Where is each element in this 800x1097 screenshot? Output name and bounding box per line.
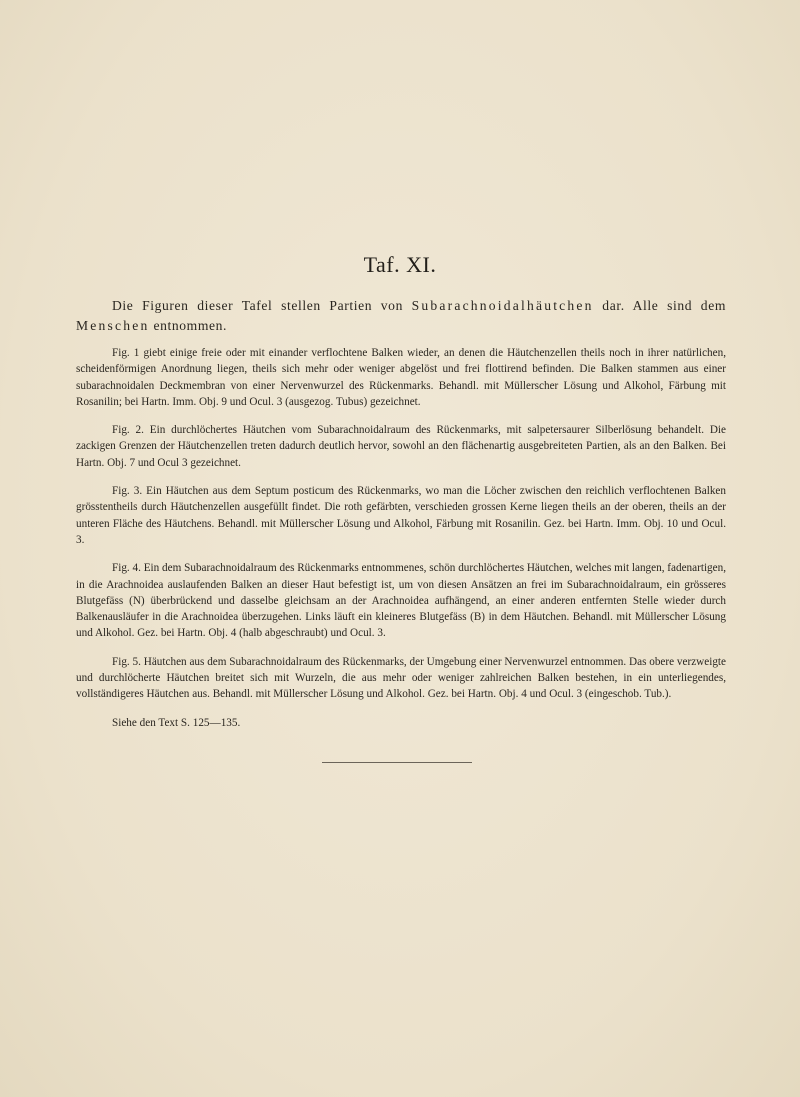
figure-4-description: Fig. 4. Ein dem Subarachnoidalraum des Rückenmarks entnommenes, schön durchlöchertes Häutchen, welches mit langen, fadenartigen, in die Arachnoidea auslaufenden Balken an dieser Haut befestigt ist, um von diesen Ansätzen an frei im Subarachnoidalraum, ein grösseres Blutgefäss (N) überbrückend und dasselbe gleichsam an der Arachnoidea aufhängend, an einer anderen entfernten Stelle wieder durch Balkenausläufer in die Arachnoidea überzugehen. Links läuft ein kleineres Blutgefäss (B) in dem Häutchen. Behandl. mit Müllerscher Lösung und Alkohol. Gez. bei Hartn. Obj. 4 (halb abgeschraubt) und Ocul. 3.	[76, 562, 726, 640]
intro-term-subarachnoidalhaeutchen: Subarachnoidalhäutchen	[411, 298, 594, 313]
intro-term-menschen: Menschen	[76, 318, 150, 333]
figure-2-description: Fig. 2. Ein durchlöchertes Häutchen vom Subarachnoidalraum des Rückenmarks, mit salpetersaurer Silberlösung behandelt. Die zackigen Grenzen der Häutchenzellen treten dadurch deutlich hervor, sowohl an den flächenartig ausgebreiteten Partien, als an den Balken. Bei Hartn. Obj. 7 und Ocul 3 gezeichnet.	[76, 424, 726, 469]
figure-descriptions	[76, 345, 726, 743]
intro-text-3: entnommen.	[149, 318, 228, 333]
intro-text-2: dar. Alle sind dem	[593, 298, 726, 313]
figure-3-description: Fig. 3. Ein Häutchen aus dem Septum posticum des Rückenmarks, wo man die Löcher zwischen den reichlich verflochtenen Balken grösstentheils durch Häutchenzellen ausgefüllt findet. Die roth gefärbten, verschieden grossen Kerne liegen theils an der oberen, theils an der unteren Fläche des Häutchens. Behandl. mit Müllerscher Lösung und Alkohol, Färbung mit Rosanilin. Gez. bei Hartn. Imm. Obj. 10 und Ocul. 3.	[76, 485, 726, 546]
divider-rule	[322, 762, 472, 763]
figure-1-description: Fig. 1 giebt einige freie oder mit einander verflochtene Balken wieder, an denen die Häutchenzellen theils noch in ihrer natürlichen, scheidenförmigen Anordnung liegen, theils sich mehr oder weniger abgelöst und frei flottirend befinden. Die Balken stammen aus einer subarachnoidalen Deckmembran von einer Nervenwurzel des Rückenmarks. Behandl. mit Müllerscher Lösung und Alkohol, Färbung mit Rosanilin; bei Hartn. Imm. Obj. 9 und Ocul. 3 (ausgezog. Tubus) gezeichnet.	[76, 347, 726, 408]
intro-text-1: Die Figuren dieser Tafel stellen Partien von	[112, 298, 412, 313]
figure-5-description: Fig. 5. Häutchen aus dem Subarachnoidalraum des Rückenmarks, der Umgebung einer Nervenwurzel entnommen. Das obere verzweigte und durchlöcherte Häutchen breitet sich mit Wurzeln, die aus mehr oder weniger zahlreichen Balken bestehen, in ein unterliegendes, vollständigeres Häutchen aus. Behandl. mit Müllerscher Lösung und Alkohol. Gez. bei Hartn. Obj. 4 und Ocul. 3 (eingeschob. Tub.).	[76, 655, 726, 701]
plate-title: Taf. XI.	[363, 252, 437, 277]
intro-paragraph	[76, 296, 726, 336]
text-reference: Siehe den Text S. 125—135.	[112, 716, 241, 729]
